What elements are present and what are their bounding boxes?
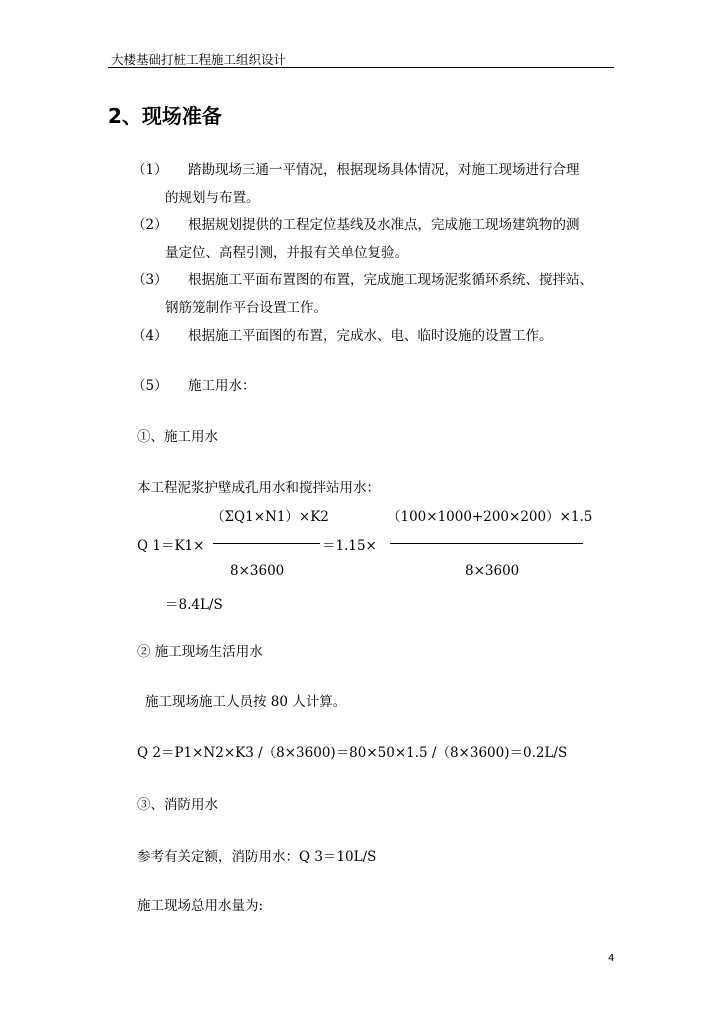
item-text: 踏勘现场三通一平情况，根据现场具体情况，对施工现场进行合理 — [188, 162, 580, 178]
page-number: 4 — [608, 953, 615, 964]
section-title: 2、现场准备 — [108, 104, 222, 128]
formula-mid: ＝1.15× — [322, 538, 377, 554]
subheading: ③、消防用水 — [137, 797, 218, 813]
item-text-cont: 的规划与布置。 — [165, 190, 260, 206]
formula: Q 2＝P1×N2×K3 /（8×3600)＝80×50×1.5 /（8×3600)＝0.2L/S — [137, 745, 568, 761]
item-text: 施工用水： — [188, 378, 256, 394]
item-number: （5） — [132, 378, 168, 394]
formula-denominator: 8×3600 — [465, 563, 520, 579]
formula-numerator: （100×1000+200×200）×1.5 — [387, 509, 593, 525]
total-water-text: 施工现场总用水量为: — [137, 898, 264, 914]
header-title: 大楼基础打桩工程施工组织设计 — [111, 52, 287, 67]
item-text: 根据规划提供的工程定位基线及水准点，完成施工现场建筑物的测 — [188, 217, 580, 233]
item-text: 根据施工平面布置图的布置，完成施工现场泥浆循环系统、搅拌站、 — [188, 272, 593, 288]
fraction-bar — [213, 543, 320, 544]
item-number: （2） — [132, 217, 168, 233]
subheading: ② 施工现场生活用水 — [137, 644, 263, 660]
formula-numerator: （ΣQ1×N1）×K2 — [211, 509, 329, 525]
paragraph: 参考有关定额，消防用水：Q 3＝10L/S — [137, 849, 377, 865]
item-number: （3） — [132, 272, 168, 288]
item-text-cont: 钢筋笼制作平台设置工作。 — [165, 300, 327, 316]
subheading: ①、施工用水 — [137, 429, 218, 445]
paragraph: 本工程泥浆护壁成孔用水和搅拌站用水： — [137, 480, 380, 496]
item-text-cont: 量定位、高程引测，并报有关单位复验。 — [165, 245, 408, 261]
paragraph: 施工现场施工人员按 80 人计算。 — [145, 694, 347, 710]
header-rule — [108, 67, 614, 68]
item-number: （1） — [132, 162, 168, 178]
item-number: （4） — [132, 328, 168, 344]
formula-result: ＝8.4L/S — [165, 597, 223, 613]
formula-lhs: Q 1＝K1× — [137, 538, 205, 554]
formula-denominator: 8×3600 — [230, 563, 285, 579]
item-text: 根据施工平面图的布置，完成水、电、临时设施的设置工作。 — [188, 328, 553, 344]
fraction-bar — [390, 543, 583, 544]
